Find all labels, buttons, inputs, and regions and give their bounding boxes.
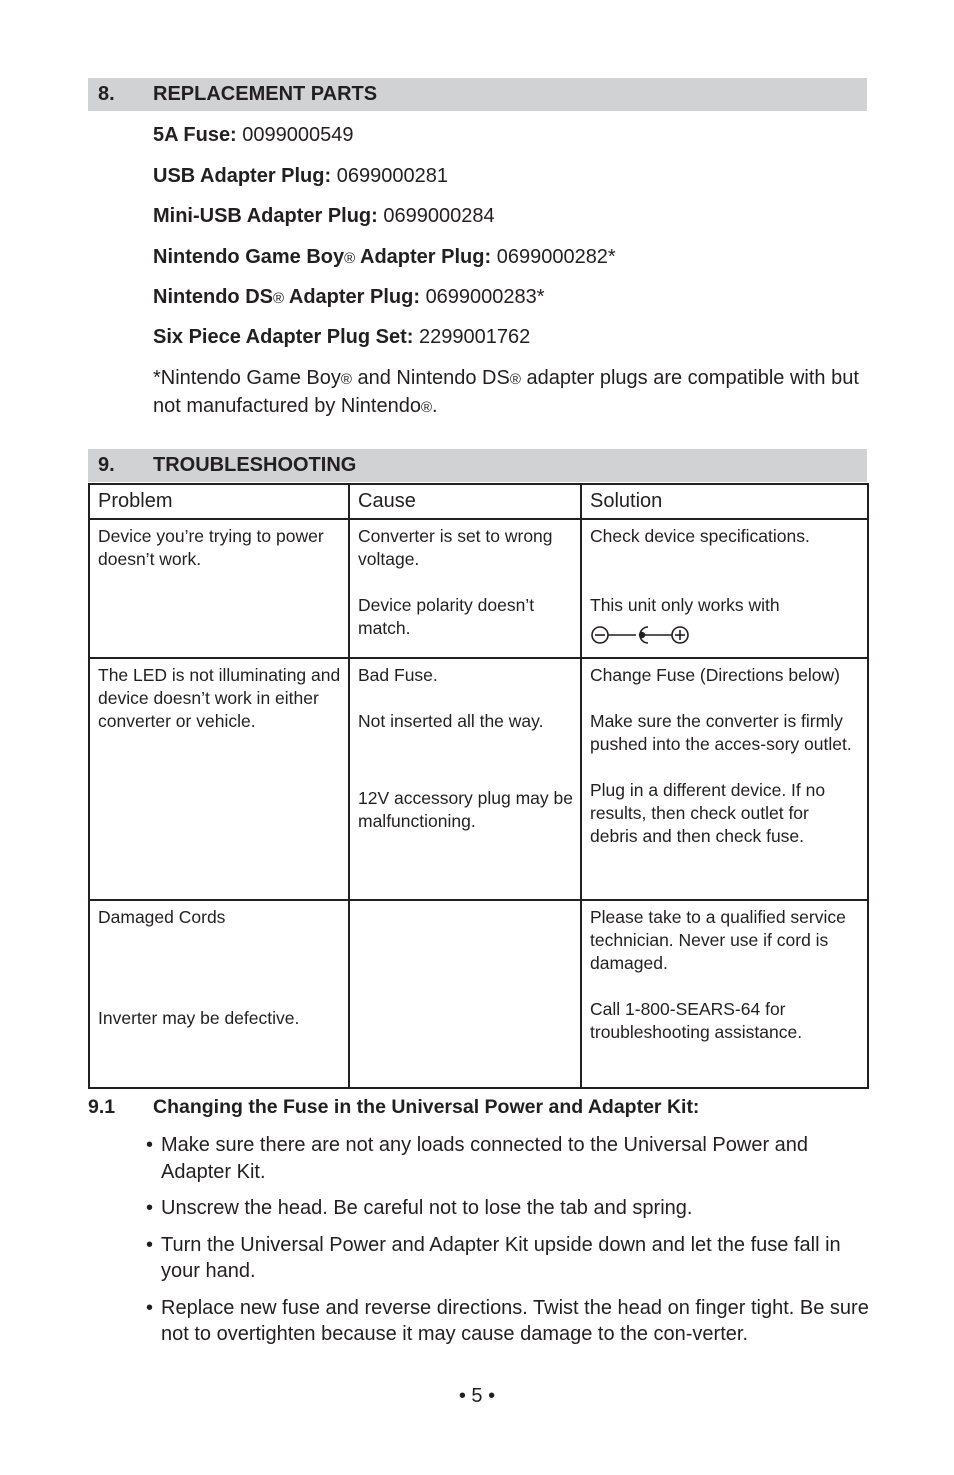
part-label-suffix: Adapter Plug: xyxy=(284,286,420,308)
note-text: *Nintendo Game Boy xyxy=(153,367,341,389)
part-label: 5A Fuse: xyxy=(153,124,237,146)
part-label: Mini-USB Adapter Plug: xyxy=(153,205,378,227)
part-item xyxy=(153,123,354,147)
cause-text: Not inserted all the way. xyxy=(358,711,544,731)
cause-cell xyxy=(349,900,581,1088)
page-number: • 5 • xyxy=(458,1385,496,1407)
section-number: 9. xyxy=(98,454,115,476)
problem-text: Device you’re trying to power doesn’t work. xyxy=(98,526,324,569)
section-number: 8. xyxy=(98,83,115,105)
column-header-solution: Solution xyxy=(581,484,868,519)
solution-text: This unit only works with xyxy=(590,595,780,615)
fuse-instructions-list xyxy=(146,1132,871,1358)
note-text: and Nintendo DS xyxy=(351,367,510,389)
part-label: Nintendo Game Boy xyxy=(153,246,345,268)
cause-cell xyxy=(349,519,581,658)
table-row xyxy=(89,658,868,900)
part-item xyxy=(153,285,545,311)
list-item: • Make sure there are not any loads connected to the Universal Power and Adapter Kit. xyxy=(146,1132,871,1185)
list-item: • Unscrew the head. Be careful not to lose the tab and spring. xyxy=(146,1195,871,1222)
cause-cell xyxy=(349,658,581,900)
solution-text: Change Fuse (Directions below) xyxy=(590,665,840,685)
list-item: • Replace new fuse and reverse directions. Twist the head on finger tight. Be sure not to overtighten because it may cause damage to the con-verter. xyxy=(146,1295,871,1348)
part-number: 0699000283* xyxy=(425,286,545,308)
solution-cell xyxy=(581,658,868,900)
solution-text: Call 1-800-SEARS-64 for troubleshooting assistance. xyxy=(590,999,803,1042)
cause-text: Device polarity doesn’t match. xyxy=(358,595,535,638)
solution-text: Please take to a qualified service technician. Never use if cord is damaged. xyxy=(590,907,846,973)
registered-mark: ® xyxy=(420,399,433,416)
section-title: TROUBLESHOOTING xyxy=(153,454,357,476)
registered-mark: ® xyxy=(344,250,356,267)
polarity-center-positive-icon xyxy=(590,623,690,647)
troubleshooting-table xyxy=(88,483,869,1089)
registered-mark: ® xyxy=(273,290,285,307)
part-number: 0699000282* xyxy=(496,246,616,268)
column-header-problem: Problem xyxy=(89,484,349,519)
solution-text: Plug in a different device. If no results, then check outlet for debris and then check fuse. xyxy=(590,780,826,846)
note-text: . xyxy=(432,395,438,417)
solution-cell xyxy=(581,900,868,1088)
cause-text: Converter is set to wrong voltage. xyxy=(358,526,553,569)
cause-text: 12V accessory plug may be malfunctioning. xyxy=(358,788,573,831)
part-item xyxy=(153,325,530,349)
solution-text: Check device specifications. xyxy=(590,526,810,546)
problem-cell xyxy=(89,900,349,1088)
problem-text: The LED is not illuminating and device doesn’t work in either converter or vehicle. xyxy=(98,665,341,731)
solution-text: Make sure the converter is firmly pushed into the acces-sory outlet. xyxy=(590,711,852,754)
list-item: • Turn the Universal Power and Adapter Kit upside down and let the fuse fall in your hand. xyxy=(146,1232,871,1285)
part-number: 0699000281 xyxy=(336,165,448,187)
part-item xyxy=(153,164,448,188)
cause-text: Bad Fuse. xyxy=(358,665,438,685)
subsection-number: 9.1 xyxy=(88,1096,116,1118)
registered-mark: ® xyxy=(509,371,521,388)
part-label: Six Piece Adapter Plug Set: xyxy=(153,326,414,348)
problem-text: Inverter may be defective. xyxy=(98,1008,300,1028)
problem-text: Damaged Cords xyxy=(98,907,226,927)
part-label: USB Adapter Plug: xyxy=(153,165,332,187)
part-number: 0099000549 xyxy=(242,124,354,146)
part-number: 0699000284 xyxy=(383,205,495,227)
section-8-header xyxy=(88,78,867,111)
registered-mark: ® xyxy=(340,371,352,388)
note-text: adapter plugs are compatible with but not manufactured by Nintendo xyxy=(153,367,859,417)
column-header-cause: Cause xyxy=(349,484,581,519)
part-number: 2299001762 xyxy=(419,326,531,348)
table-row xyxy=(89,519,868,658)
part-item xyxy=(153,245,616,271)
table-row xyxy=(89,900,868,1088)
solution-cell xyxy=(581,519,868,658)
part-label: Nintendo DS xyxy=(153,286,273,308)
problem-cell xyxy=(89,519,349,658)
section-title: REPLACEMENT PARTS xyxy=(153,83,378,105)
part-label-suffix: Adapter Plug: xyxy=(355,246,492,268)
table-header-row xyxy=(89,484,868,519)
compatibility-note xyxy=(153,365,863,421)
subsection-title: Changing the Fuse in the Universal Power and Adapter Kit: xyxy=(153,1096,700,1118)
section-9-header xyxy=(88,449,867,482)
problem-cell xyxy=(89,658,349,900)
part-item xyxy=(153,204,495,228)
